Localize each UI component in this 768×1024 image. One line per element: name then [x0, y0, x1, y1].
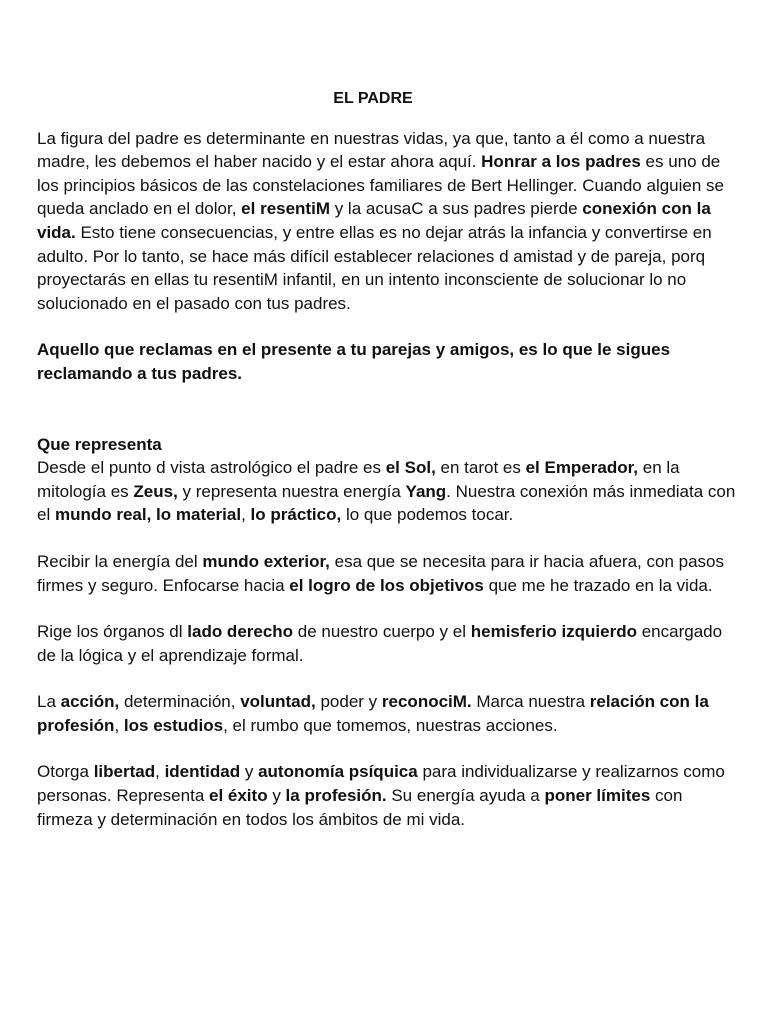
text-run: en tarot es — [435, 458, 526, 478]
bold-text-run: la profesión. — [285, 786, 387, 806]
text-run: poder y — [315, 692, 382, 712]
text-run: Marca nuestra — [471, 692, 590, 712]
paragraph-spacer — [37, 597, 737, 620]
paragraph-spacer — [37, 386, 737, 433]
text-run: Su energía ayuda a — [386, 786, 545, 806]
paragraph-action — [37, 690, 737, 737]
section-heading — [37, 433, 737, 457]
paragraph-organs — [37, 620, 737, 667]
bold-text-run: Zeus, — [133, 481, 178, 501]
paragraph-spacer — [37, 667, 737, 690]
bold-text-run: poner límites — [544, 786, 651, 806]
bold-text-run: mundo real, lo material — [54, 505, 242, 525]
paragraph-spacer — [37, 527, 737, 550]
paragraph-freedom — [37, 760, 737, 831]
text-run: y — [267, 786, 286, 806]
text-run: para individualizarse y realizarnos como personas. Representa — [37, 762, 725, 806]
text-run: que me he trazado en la vida. — [483, 575, 713, 595]
bold-text-run: los estudios — [123, 715, 224, 735]
paragraph-spacer — [37, 315, 737, 338]
section-heading-text: Que representa — [37, 434, 162, 454]
text-run: , — [241, 505, 251, 525]
text-run: encargado de la lógica y el aprendizaje formal. — [37, 622, 723, 665]
bold-text-run: libertad — [93, 762, 156, 782]
text-run: esa que se necesita para ir hacia afuera, con pasos firmes y seguro. Enfocarse hacia — [37, 551, 724, 595]
text-run: Desde el punto d vista astrológico el padre es — [37, 458, 386, 478]
text-run: La — [37, 692, 61, 712]
paragraph-highlight — [37, 338, 737, 385]
text-run: y — [240, 762, 259, 782]
text-run: , — [114, 715, 124, 735]
bold-text-run: Honrar a los padres — [481, 152, 641, 172]
text-run: . Nuestra conexión más inmediata con el — [37, 481, 736, 525]
bold-text-run: voluntad, — [240, 692, 316, 712]
text-run: Rige los órganos dl — [37, 622, 188, 642]
bold-text-run: el éxito — [209, 786, 268, 806]
text-run: con firmeza y determinación en todos los ámbitos de mi vida. — [37, 786, 683, 829]
bold-text-run: el logro de los objetivos — [289, 575, 484, 595]
text-run: y representa nuestra energía — [177, 481, 406, 501]
bold-text-run: Aquello que reclamas en el presente a tu parejas y amigos, es lo que le sigues reclamando a tus padres. — [37, 340, 671, 383]
text-run: es uno de los principios básicos de las constelaciones familiares de Bert Hellinger. Cuando alguien se queda anclado en el dolor, — [37, 152, 724, 219]
paragraph-intro — [37, 127, 737, 316]
bold-text-run: lado derecho — [187, 622, 294, 642]
bold-text-run: relación con la profesión — [37, 692, 709, 735]
paragraph-astrology — [37, 456, 737, 527]
text-run: Esto tiene consecuencias, y entre ellas es no dejar atrás la infancia y convertirse en adulto. Por lo tanto, se hace más difícil establecer relaciones d amistad y de pareja, porq proyectarás en ellas tu resentiM infantil, en un intento inconsciente de solucionar lo no solucionado en el pasado con tus padres. — [37, 222, 712, 313]
document-title: EL PADRE — [333, 90, 413, 107]
paragraph-spacer — [37, 737, 737, 760]
text-run: , — [155, 762, 165, 782]
bold-text-run: autonomía psíquica — [258, 762, 418, 782]
bold-text-run: el resentiM — [241, 199, 330, 219]
text-run: de nuestro cuerpo y el — [293, 622, 471, 642]
bold-text-run: reconociM. — [381, 692, 472, 712]
bold-text-run: hemisferio izquierdo — [470, 622, 637, 642]
text-run: y la acusaC a sus padres pierde — [329, 199, 583, 219]
paragraph-energy — [37, 550, 737, 597]
bold-text-run: identidad — [164, 762, 241, 782]
bold-text-run: conexión con la vida. — [37, 199, 711, 242]
text-run: en la mitología es — [37, 458, 680, 501]
text-run: determinación, — [119, 692, 241, 712]
text-run: lo que podemos tocar. — [341, 505, 514, 525]
bold-text-run: acción, — [60, 692, 120, 712]
text-run: Recibir la energía del — [37, 551, 203, 571]
text-run: La figura del padre es determinante en nuestras vidas, ya que, tanto a él como a nuestra madre, les debemos el haber nacido y el estar ahora aquí. — [37, 128, 706, 172]
document-page — [37, 87, 737, 831]
bold-text-run: lo práctico, — [250, 505, 342, 525]
text-run: , el rumbo que tomemos, nuestras acciones. — [223, 715, 558, 735]
bold-text-run: el Sol, — [385, 458, 436, 478]
text-run: Otorga — [37, 762, 94, 782]
bold-text-run: Yang — [405, 481, 447, 501]
bold-text-run: el Emperador, — [525, 458, 639, 478]
bold-text-run: mundo exterior, — [202, 551, 330, 571]
